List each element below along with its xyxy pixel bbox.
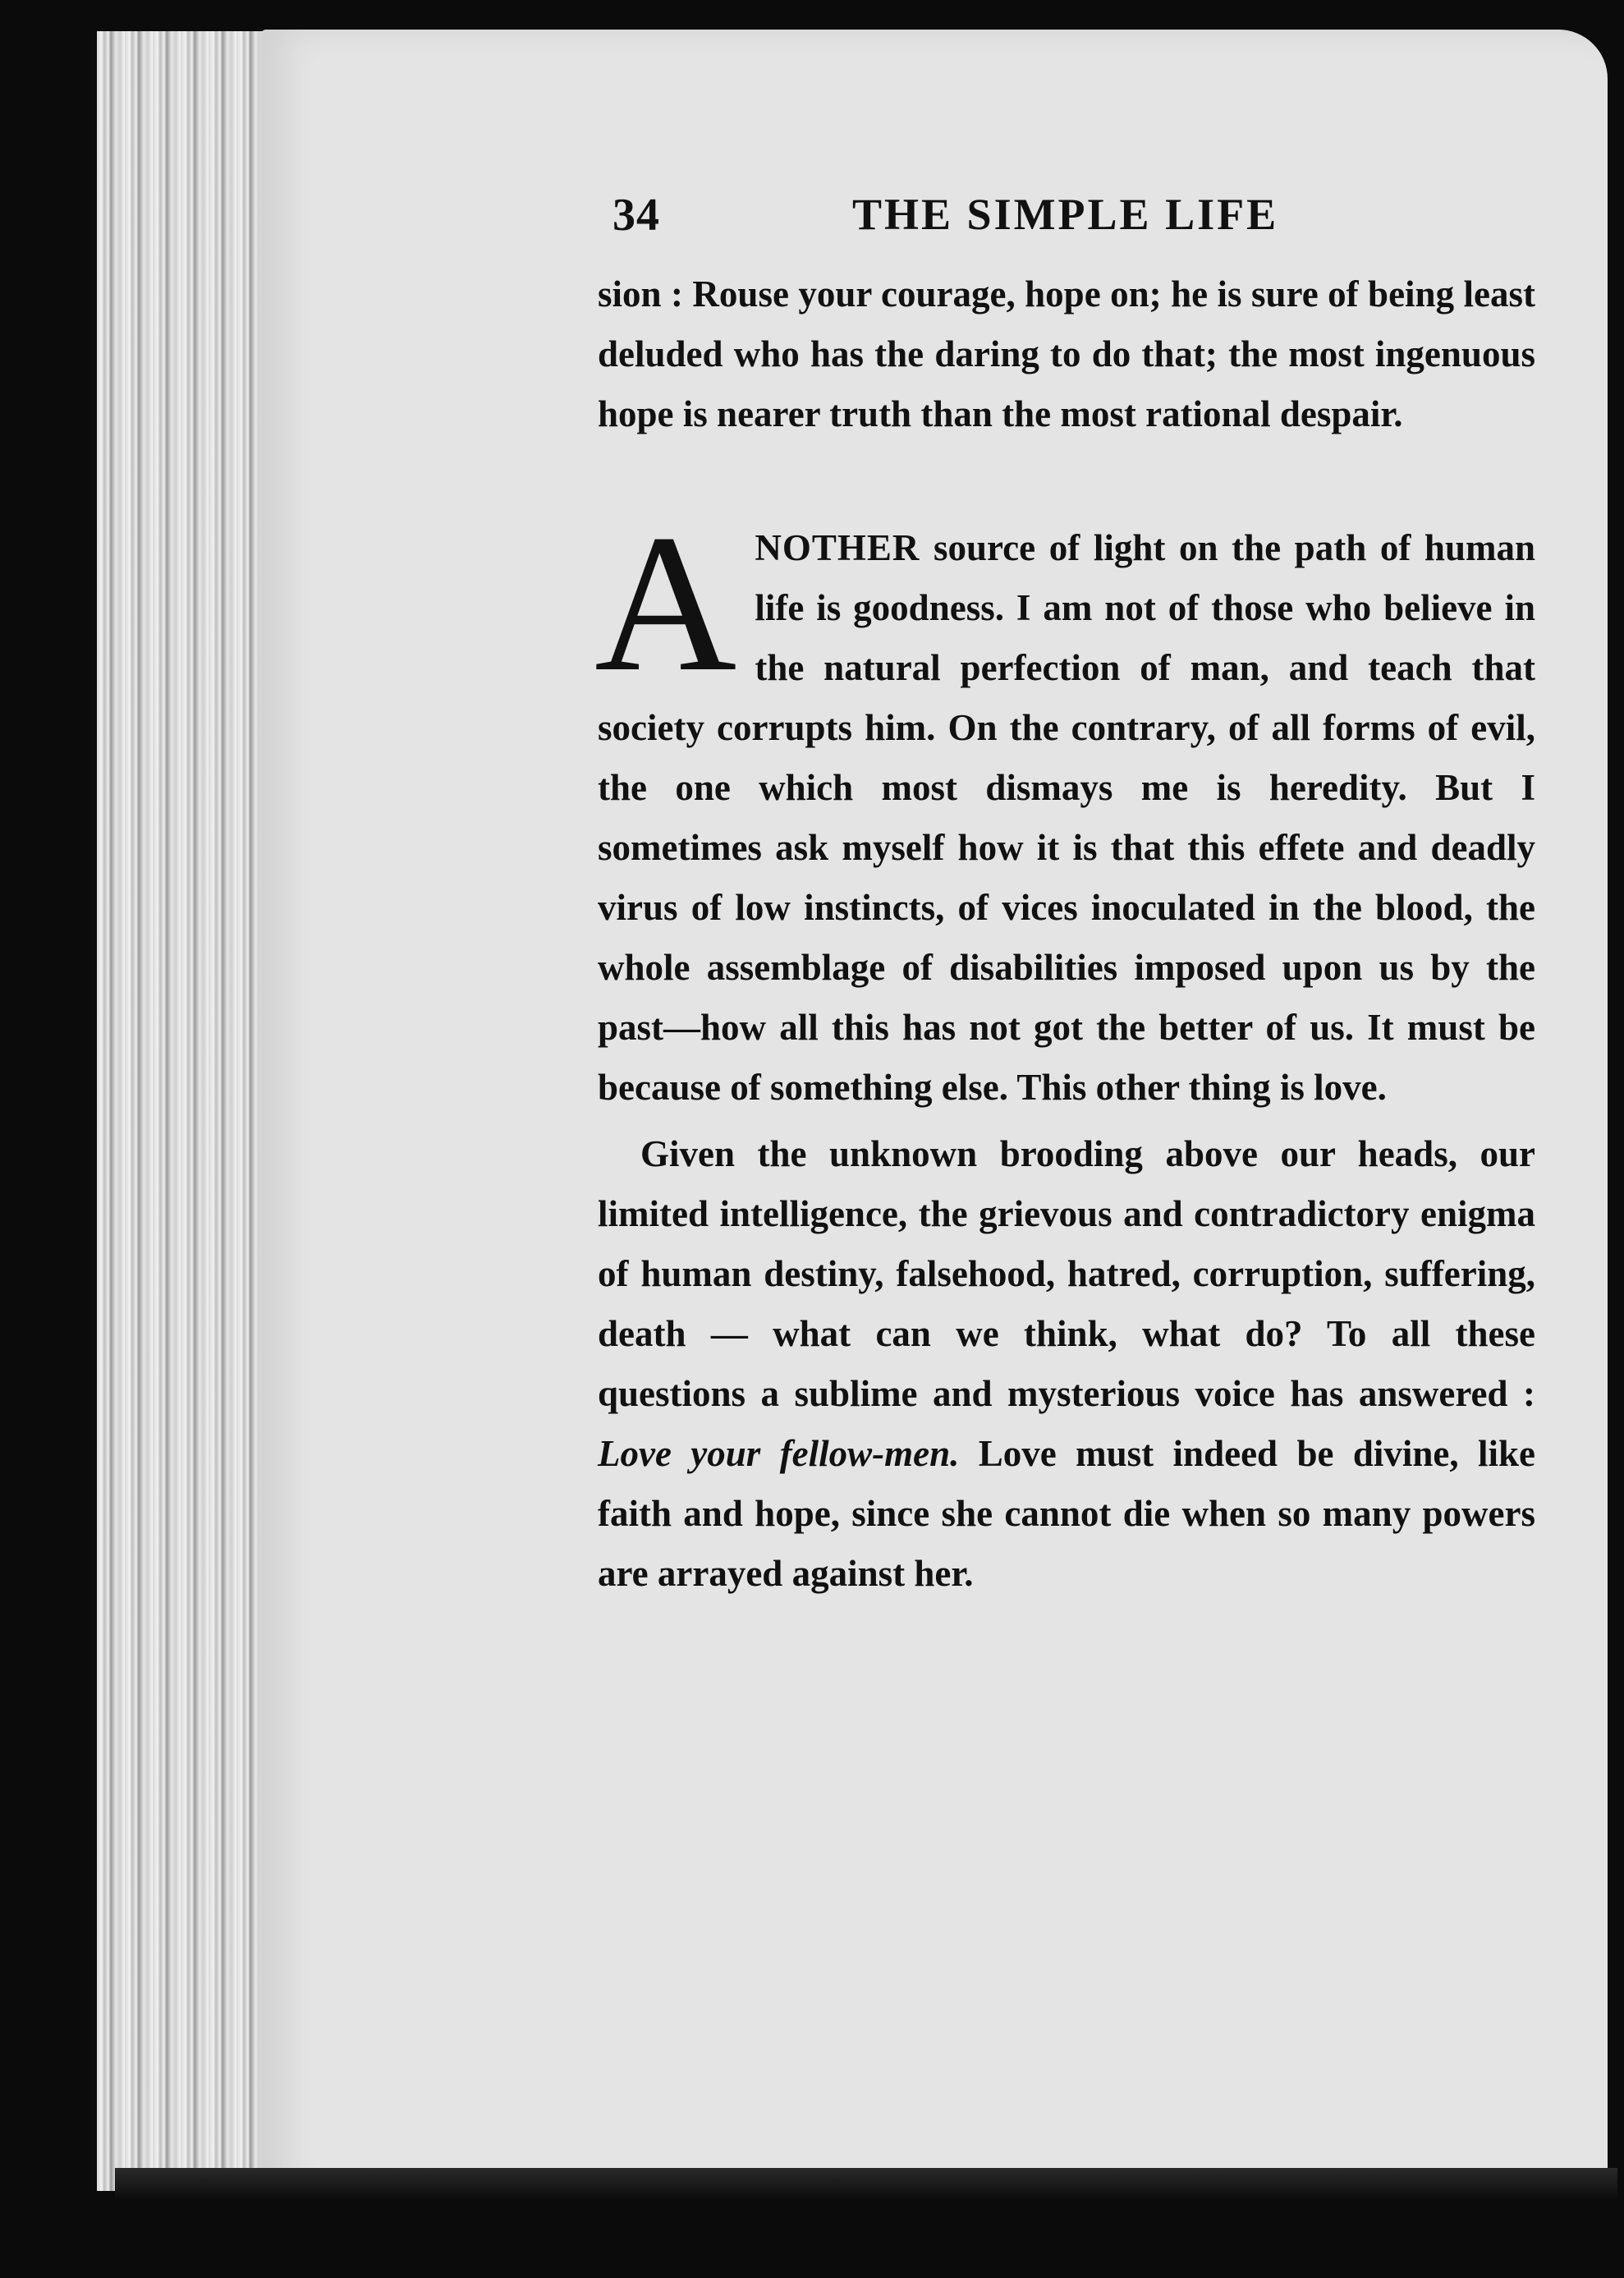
italic-emphasis: Love your fellow-men. [598, 1433, 960, 1474]
body-text [594, 264, 1535, 1604]
paragraph-text-after: Love must indeed be divine, like faith and hope, since she cannot die when so many powers are arrayed against her. [598, 1433, 1535, 1594]
opening-word: NOTHER [755, 527, 920, 568]
paragraph-love [598, 1124, 1535, 1604]
paragraph-goodness [594, 494, 1535, 1118]
book-page-edges [97, 31, 286, 2191]
paragraph-text: source of light on the path of human life is goodness. I am not of those who believe in the natural perfection of man, and teach that society corrupts him. On the contrary, of all forms of evil, the one which most dismays me is heredity. But I sometimes ask myself how it is that this effete and deadly virus of low instincts, of vices inoculated in the blood, the whole assemblage of disabilities imposed upon us by the past—how all this has not got the better of us. It must be because of something else. This other thing is love. [598, 527, 1535, 1108]
running-title: THE SIMPLE LIFE [852, 190, 1279, 239]
paragraph-text-before: Given the unknown brooding above our heads, our limited intelligence, the grievous and contradictory enigma of human destiny, falsehood, hatred, corruption, suffering, death — what can we think, what do? To all these questions a sublime and mysterious voice has answered : [598, 1133, 1535, 1414]
drop-cap-letter: A [594, 494, 737, 712]
paragraph-continuation: sion : Rouse your courage, hope on; he is sure of being least deluded who has the daring to do that; the most ingenuous hope is nearer truth than the most rational despair. [598, 273, 1535, 434]
page-number: 34 [612, 190, 660, 241]
page-bottom-shadow [115, 2168, 1617, 2201]
page-header [612, 189, 1302, 246]
